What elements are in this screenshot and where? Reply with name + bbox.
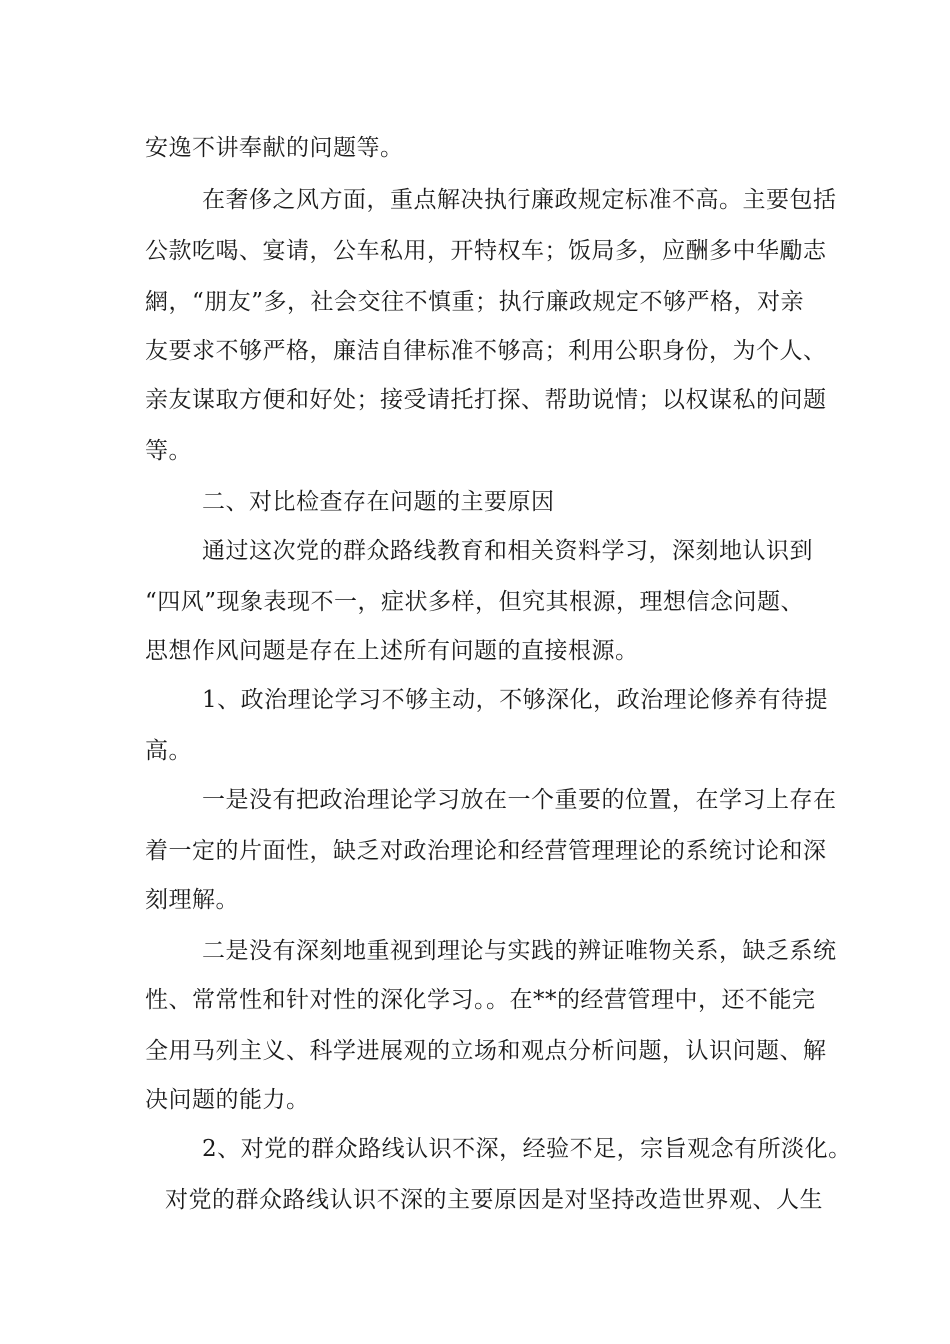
text-line-22: 对党的群众路线认识不深的主要原因是对坚持改造世界观、人生 (165, 1187, 823, 1213)
text-line-19: 全用马列主义、科学进展观的立场和观点分析问题，认识问题、解 (145, 1038, 827, 1064)
text-line-20: 决问题的能力。 (145, 1087, 310, 1113)
subheading-1: 1、政治理论学习不够主动，不够深化，政治理论修养有待提 (202, 687, 829, 713)
text-line-2: 在奢侈之风方面，重点解决执行廉政规定标准不高。主要包括 (202, 187, 837, 213)
text-line-1: 安逸不讲奉献的问题等。 (145, 135, 404, 161)
text-line-10: “四风”现象表现不一，症状多样，但究其根源，理想信念问题、 (145, 589, 805, 615)
text-line-3: 公款吃喝、宴请，公车私用，开特权车；饭局多，应酬多中华勵志 (145, 238, 827, 264)
text-line-17: 二是没有深刻地重视到理论与实践的辨证唯物关系，缺乏系统 (202, 938, 837, 964)
text-line-15: 着一定的片面性，缺乏对政治理论和经营管理理论的系统讨论和深 (145, 838, 827, 864)
text-line-6: 亲友谋取方便和好处；接受请托打探、帮助说情；以权谋私的问题 (145, 387, 827, 413)
section-heading: 二、对比检查存在问题的主要原因 (202, 489, 555, 515)
text-line-7: 等。 (145, 438, 192, 464)
text-line-5: 友要求不够严格，廉洁自律标准不够高；利用公职身份，为个人、 (145, 338, 827, 364)
subheading-2: 2、对党的群众路线认识不深，经验不足，宗旨观念有所淡化。 (202, 1136, 852, 1162)
text-line-18: 性、常常性和针对性的深化学习。。在**的经营管理中，还不能完 (145, 987, 816, 1013)
text-line-11: 思想作风问题是存在上述所有问题的直接根源。 (145, 638, 639, 664)
text-line-14: 一是没有把政治理论学习放在一个重要的位置，在学习上存在 (202, 787, 837, 813)
text-line-13: 高。 (145, 738, 192, 764)
text-line-16: 刻理解。 (145, 887, 239, 913)
text-line-9: 通过这次党的群众路线教育和相关资料学习，深刻地认识到 (202, 538, 813, 564)
text-line-4: 網，“朋友”多，社会交往不慎重；执行廉政规定不够严格，对亲 (145, 289, 805, 315)
